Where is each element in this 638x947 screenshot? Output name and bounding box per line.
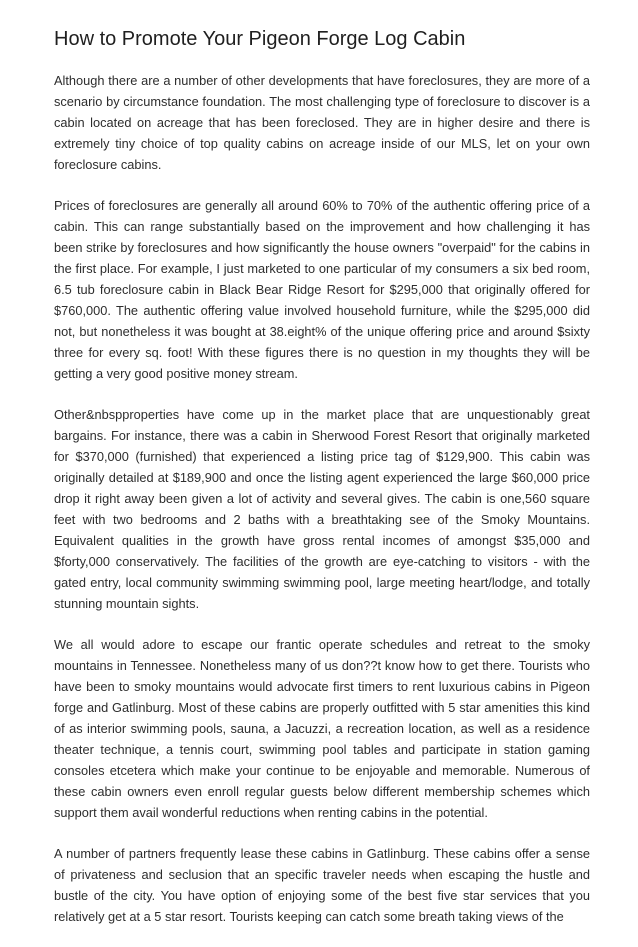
document-page — [54, 24, 590, 947]
document-title: How to Promote Your Pigeon Forge Log Cabin — [54, 28, 466, 50]
paragraph-foreclosure-overview: Although there are a number of other developments that have foreclosures, they are more of a scenario by circumstance foundation. The most challenging type of foreclosure to discover is a cabin located on acreage that has been foreclosed. They are in higher desire and there is extremely tiny choice of top quality cabins on acreage inside of our MLS, let on your own foreclosure cabins. — [54, 73, 590, 172]
paragraph-other-properties: Other&nbspproperties have come up in the market place that are unquestionably great bargains. For instance, there was a cabin in Sherwood Forest Resort that originally marketed for $370,000 (furnished) that experienced a listing price tag of $129,900. This cabin was originally detailed at $189,900 and once the listing agent experienced the large $60,000 price drop it right away been given a lot of activity and several gives. The cabin is one,560 square feet with two bedrooms and 2 baths with a breathtaking see of the Smoky Mountains. Equivalent qualities in the growth have gross rental incomes of amongst $35,000 and $forty,000 conservatively. The facilities of the growth are eye-catching to visitors - with the gated entry, local community swimming swimming pool, large meeting heart/lodge, and totally stunning mountain sights. — [54, 407, 590, 611]
paragraph-gatlinburg-cabins: A number of partners frequently lease these cabins in Gatlinburg. These cabins offer a sense of privateness and seclusion that an specific traveler needs when escaping the hustle and bustle of the city. You have option of enjoying some of the best five star services that you relatively get at a 5 star resort. Tourists keeping can catch some breath taking views of the — [54, 846, 590, 924]
paragraph-foreclosure-prices: Prices of foreclosures are generally all around 60% to 70% of the authentic offering price of a cabin. This can range substantially based on the improvement and how challenging it has been strike by foreclosures and how significantly the house owners "overpaid" for the cabins in the first place. For example, I just marketed to one particular of my consumers a six bed room, 6.5 tub foreclosure cabin in Black Bear Ridge Resort for $295,000 that originally offered for $760,000. The authentic offering value involved household furniture, while the $295,000 did not, but nonetheless it was bought at 38.eight% of the unique offering price and around $sixty three for every sq. foot! With these figures there is no question in my thoughts they will be getting a very good positive money stream. — [54, 198, 590, 381]
paragraph-smoky-mountains: We all would adore to escape our frantic operate schedules and retreat to the smoky mountains in Tennessee. Nonetheless many of us don??t know how to get there. Tourists who have been to smoky mountains would advocate first timers to rent luxurious cabins in Pigeon forge and Gatlinburg. Most of these cabins are properly outfitted with 5 star amenities this kind of as interior swimming pools, sauna, a Jacuzzi, a recreation location, as well as a residence theater technique, a tennis court, swimming pool tables and participate in station gaming consoles etcetera which make your continue to be enjoyable and memorable. Numerous of these cabin owners even enroll regular guests below different membership schemes which support them avail wonderful reductions when renting cabins in the potential. — [54, 637, 590, 820]
